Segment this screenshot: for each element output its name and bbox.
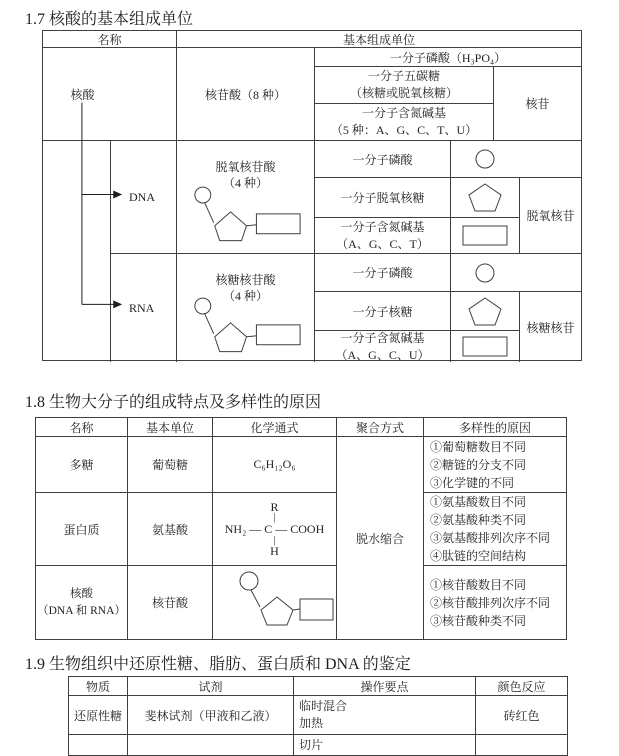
col-header-formula: 化学通式 (213, 418, 336, 437)
cell-glucose: 葡萄糖 (128, 437, 212, 493)
cell-dna-pentose: 一分子脱氧核糖 (315, 178, 451, 217)
cell-dna-base: 一分子含氮碱基 （A、G、C、T） (315, 218, 451, 253)
section-1-9-heading: 1.9 生物组织中还原性糖、脂肪、蛋白质和 DNA 的鉴定 (25, 656, 411, 673)
base-rectangle-shape (300, 599, 333, 620)
cell-rna-phosphate: 一分子磷酸 (315, 254, 451, 291)
base-rectangle-icon (462, 225, 508, 246)
cell-base-shape (451, 218, 519, 253)
cell-deoxynucleoside: 脱氧核苷 (526, 209, 575, 223)
pentose-pentagon-icon (468, 297, 502, 326)
col-header-basic-unit: 基本组成单位 (342, 32, 415, 47)
col-header-name: 名称 (36, 418, 127, 437)
pentose-pentagon-shape (215, 212, 247, 241)
base-rectangle-icon (462, 336, 508, 357)
base-rectangle-shape (256, 325, 300, 345)
cell-dehydration-condensation: 脱水缩合 (355, 531, 404, 546)
col-header-name: 名称 (43, 31, 177, 47)
cell-rna-base: 一分子含氮碱基 （A、G、C、U） (315, 331, 451, 362)
cell-rna-label: RNA (111, 254, 177, 362)
table-macromolecules (35, 417, 567, 640)
cell-ribonucleoside: 核糖核苷 (526, 320, 575, 335)
connector-line (205, 203, 214, 223)
phosphate-circle-icon (475, 263, 495, 283)
pentose-pentagon-icon (468, 183, 502, 212)
cell-phosphate-shape (451, 254, 581, 291)
section-1-7-heading: 1.7 核酸的基本组成单位 (25, 11, 194, 28)
connector-line (246, 225, 256, 226)
cell-nitrogen-base: 一分子含氮碱基 （5 种：A、G、C、T、U） (330, 106, 478, 137)
connector-line (293, 609, 300, 610)
cell-nucleotide: 核苷酸 (151, 596, 188, 610)
dna-nucleotide-diagram (177, 141, 314, 253)
cell-rna-nucleotide-diagram (177, 254, 315, 362)
connector-line (251, 590, 260, 607)
cell-amino-acid: 氨基酸 (128, 493, 212, 566)
table-detection-reagents (68, 676, 568, 756)
cell-pentose-shape (451, 292, 519, 330)
col-header-substance: 物质 (69, 677, 128, 695)
connector-line (205, 314, 214, 334)
rna-nucleotide-diagram (177, 254, 314, 362)
base-rectangle-shape (256, 214, 300, 234)
cell-glucose-formula: C₆H₁₂O₆ (213, 437, 336, 493)
cell-pentose: 一分子五碳糖 （核糖或脱氧核糖） (315, 67, 493, 104)
cell-dna-phosphate: 一分子磷酸 (315, 141, 451, 177)
cell-partial-color (476, 735, 567, 755)
cell-dna-nucleotide-diagram (177, 141, 315, 253)
cell-brick-red: 砖红色 (503, 708, 540, 723)
nucleotide-diagram (214, 567, 335, 638)
cell-partial-operation: 切片 (294, 735, 476, 755)
rna-nucleotide-text: 核糖核苷酸 （4 种） (215, 273, 276, 303)
cell-pentose-shape (451, 178, 519, 217)
cell-phosphate-shape (451, 141, 581, 177)
cell-protein: 蛋白质 (36, 493, 127, 566)
cell-base-shape (451, 331, 519, 362)
cell-partial-substance (69, 735, 128, 755)
cell-nucleoside: 核苷 (525, 97, 550, 111)
cell-nucleic-acid-reasons: ①核苷酸数目不同 ②核苷酸排列次序不同 ③核苷酸种类不同 (430, 577, 551, 628)
cell-reducing-sugar: 还原性糖 (69, 696, 128, 734)
col-header-reagent: 试剂 (128, 677, 294, 695)
cell-tree-spacer (43, 141, 111, 362)
col-header-diversity-reasons: 多样性的原因 (424, 418, 566, 437)
cell-operation-steps: 临时混合 加热 (294, 696, 476, 734)
cell-amino-acid-formula: R | NH₂ — C — COOH | H (213, 493, 336, 566)
col-header-color-reaction: 颜色反应 (497, 679, 546, 694)
col-header-operation: 操作要点 (294, 677, 476, 695)
cell-nucleic-acid: 核酸 (43, 48, 177, 140)
col-header-basic-unit: 基本单位 (128, 418, 212, 437)
cell-phosphate-h3po4: 一分子磷酸（H₃PO₄） (389, 50, 507, 65)
cell-partial-reagent (128, 735, 294, 755)
cell-nucleotide-diagram (213, 566, 336, 639)
cell-fehling-reagent: 斐林试剂（甲液和乙液） (128, 696, 294, 734)
section-1-8-heading: 1.8 生物大分子的组成特点及多样性的原因 (25, 394, 322, 411)
cell-polysaccharide-reasons: ①葡萄糖数目不同 ②糖链的分支不同 ③化学键的不同 (424, 437, 566, 493)
col-header-polymerization: 聚合方式 (337, 418, 423, 437)
cell-nucleic-acid-dna-rna: 核酸 （DNA 和 RNA） (37, 587, 126, 617)
cell-protein-reasons: ①氨基酸数目不同 ②氨基酸种类不同 ③氨基酸排列次序不同 ④肽链的空间结构 (424, 493, 566, 566)
dna-nucleotide-text: 脱氧核苷酸 （4 种） (215, 160, 276, 190)
cell-polysaccharide: 多糖 (36, 437, 127, 493)
phosphate-circle-icon (475, 149, 495, 169)
table-nucleic-acid-units (42, 30, 582, 361)
pentose-pentagon-shape (261, 597, 293, 625)
cell-dna-label: DNA (111, 141, 177, 253)
cell-nucleotide-8-kinds: 核苷酸（8 种） (177, 48, 315, 140)
cell-rna-pentose: 一分子核糖 (315, 292, 451, 330)
pentose-pentagon-shape (215, 323, 247, 352)
phosphate-circle-shape (240, 572, 258, 590)
connector-line (246, 336, 256, 337)
